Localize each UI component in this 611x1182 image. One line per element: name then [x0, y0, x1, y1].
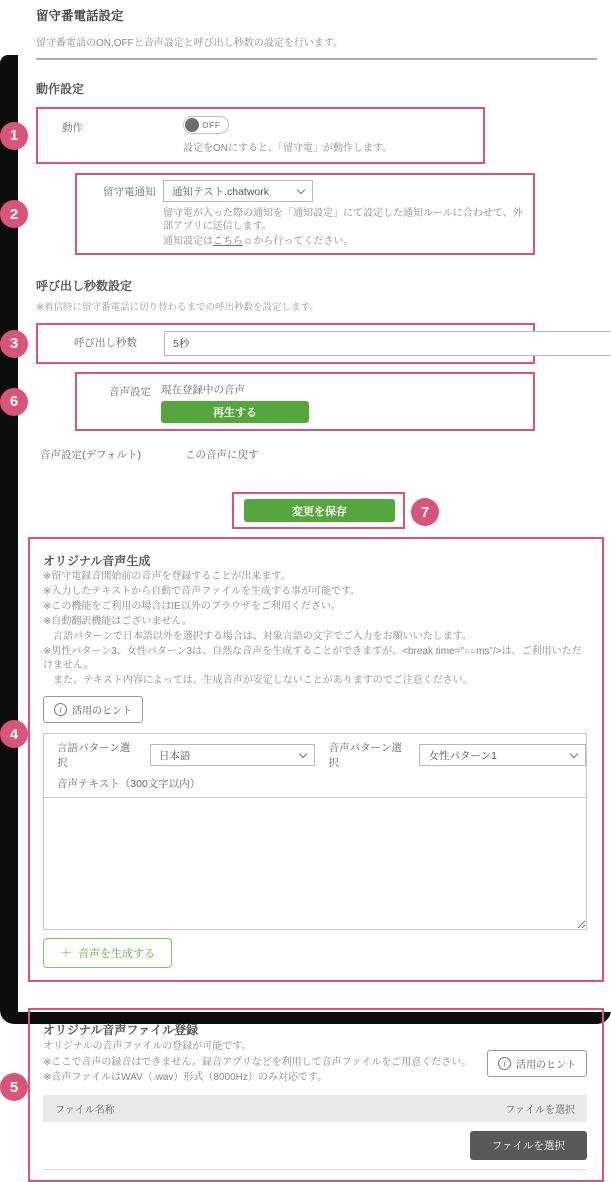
usage-hint-button[interactable]	[43, 696, 143, 723]
language-pattern-value: 日本語	[158, 749, 191, 762]
info-icon: i	[498, 1057, 511, 1070]
voice-generation-heading: オリジナル音声生成	[43, 554, 151, 568]
voice-default-label: 音声設定(デフォルト)	[40, 449, 141, 461]
chevron-down-icon	[570, 749, 578, 757]
annotation-circle-5: 5	[0, 1073, 28, 1101]
notify-label: 留守電通知	[103, 186, 156, 198]
annotation-circle-3: 3	[0, 330, 28, 358]
save-changes-button[interactable]: 変更を保存	[244, 499, 395, 522]
voice-generation-note: ※この機能をご利用の場合はIE以外のブラウザをご利用ください。	[43, 601, 341, 612]
voice-generation-note: また、テキスト内容によっては、生成音声が安定しないことがありますのでご注意ください。	[53, 675, 473, 686]
annotation-circle-6: 6	[0, 388, 28, 416]
usage-hint-button[interactable]	[487, 1050, 587, 1077]
action-label: 動作	[62, 122, 83, 134]
page-description: 留守番電話のON,OFFと音声設定と呼び出し秒数の設定を行います。	[36, 38, 343, 49]
generate-voice-button[interactable]	[43, 938, 172, 968]
external-link-icon: ⧉	[245, 236, 252, 246]
annotation-circle-4: 4	[0, 720, 28, 748]
voice-file-heading: オリジナル音声ファイル登録	[43, 1023, 199, 1037]
chevron-down-icon	[297, 185, 305, 193]
voice-text-label: 音声テキスト（300文字以内）	[57, 778, 201, 790]
usage-hint-label: 活用のヒント	[516, 1060, 576, 1071]
voice-default-row	[28, 447, 604, 462]
voice-file-description: オリジナルの音声ファイルの登録が可能です。	[43, 1041, 252, 1052]
voice-file-note: ※音声ファイルはWAV（.wav）形式（8000Hz）のみ対応です。	[43, 1072, 328, 1083]
notify-help-line2	[163, 235, 523, 248]
table-row-divider	[43, 1169, 587, 1170]
annotation-circle-2: 2	[0, 200, 28, 228]
play-voice-button[interactable]: 再生する	[161, 401, 309, 423]
annotation-box-7	[232, 492, 430, 529]
voice-generation-note: 言語パターンで日本語以外を選択する場合は、対象言語の文字でご入力をお願いいたします。	[53, 631, 472, 642]
generate-voice-label: 音声を生成する	[78, 948, 156, 960]
action-help-text: 設定をONにすると、「留守電」が動作します。	[183, 143, 393, 154]
annotation-circle-1: 1	[0, 122, 28, 150]
annotation-box-3	[9, 323, 535, 364]
notify-help2-prefix: 通知設定は	[163, 236, 213, 247]
language-pattern-select[interactable]	[150, 744, 315, 766]
plus-icon: ＋	[60, 946, 73, 960]
reset-to-default-voice-link[interactable]: この音声に戻す	[185, 449, 259, 461]
info-icon: i	[54, 703, 67, 716]
annotation-box-2	[9, 173, 535, 255]
voice-pattern-select[interactable]	[419, 744, 586, 766]
file-table-header	[43, 1095, 587, 1122]
annotation-box-5	[9, 1008, 604, 1182]
file-name-column-header: ファイル名称	[55, 1104, 115, 1116]
annotation-box-1	[9, 107, 485, 164]
operation-settings-heading: 動作設定	[36, 82, 85, 96]
notify-app-select[interactable]	[163, 180, 313, 202]
notification-settings-link[interactable]: こちら	[213, 236, 243, 247]
usage-hint-label: 活用のヒント	[72, 706, 132, 717]
notify-help2-suffix: から行ってください。	[253, 236, 354, 247]
chevron-down-icon	[298, 749, 306, 757]
voice-generation-note: ※自動翻訳機能はございません。	[43, 616, 192, 627]
voice-text-input[interactable]	[44, 797, 586, 929]
annotation-circle-7: 7	[411, 498, 439, 526]
voice-generation-note: ※男性パターン3、女性パターン3は、自然な音声を生成することができますが、<break time="○○ms"/>は、ご利用いただけません。	[43, 646, 582, 671]
ring-seconds-select-value: 5秒	[173, 338, 190, 350]
voice-pattern-label: 音声パターン選択	[328, 742, 402, 769]
notify-help-text: 留守電が入った際の通知を「通知設定」にて設定した通知ルールに合わせて、外部アプリに送信します。	[163, 208, 523, 232]
voice-generation-note: ※留守電録音開始前の音声を登録することが出来ます。	[43, 571, 291, 582]
file-select-column-header: ファイルを選択	[505, 1104, 575, 1116]
voice-generation-form	[43, 733, 587, 930]
language-pattern-label: 言語パターン選択	[57, 742, 131, 769]
voice-file-note: ※ここで音声の録音はできません。録音アプリなどを利用して音声ファイルをご用意ください。	[43, 1056, 472, 1068]
annotation-box-6	[9, 372, 535, 431]
notify-app-select-value: 通知テスト.chatwork	[172, 185, 270, 198]
page-title: 留守番電話設定	[36, 9, 124, 23]
ring-seconds-select[interactable]	[164, 331, 611, 356]
toggle-knob-icon	[185, 118, 199, 132]
current-voice-label: 現在登録中の音声	[161, 384, 245, 396]
annotation-box-4	[9, 537, 604, 982]
select-file-button[interactable]: ファイルを選択	[470, 1131, 587, 1160]
voice-pattern-value: 女性パターン1	[428, 749, 498, 762]
voice-setting-label: 音声設定	[109, 386, 151, 398]
ring-seconds-label: 呼び出し秒数	[74, 337, 137, 349]
section-divider	[36, 58, 597, 60]
ring-seconds-heading: 呼び出し秒数設定	[36, 279, 133, 293]
voicemail-toggle[interactable]	[183, 116, 229, 134]
toggle-state-label: OFF	[202, 120, 221, 130]
ring-seconds-note: ※着信時に留守番電話に切り替わるまでの呼出秒数を設定します。	[36, 302, 319, 313]
voice-generation-note: ※入力したテキストから自動で音声ファイルを生成する事が可能です。	[43, 586, 361, 597]
